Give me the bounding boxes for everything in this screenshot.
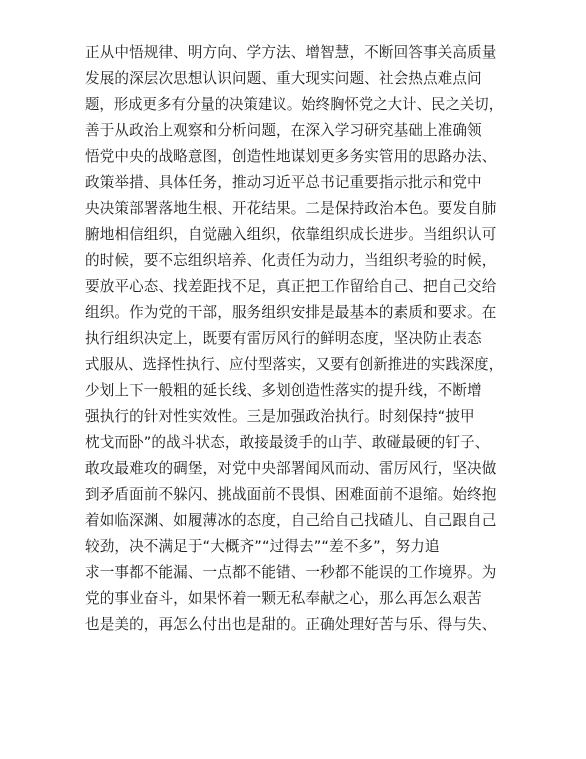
text-line: 正从中悟规律、明方向、学方法、增智慧，不断回答事关高质量 [85, 44, 497, 61]
text-line: 善于从政治上观察和分析问题，在深入学习研究基础上准确领 [85, 122, 482, 139]
text-line: 敢攻最难攻的碉堡，对党中央部署闻风而动、雷厉风行，坚决做 [85, 460, 497, 477]
text-line: 也是美的，再怎么付出也是甜的。正确处理好苦与乐、得与失、 [85, 616, 497, 633]
text-line: 较劲，决不满足于“大概齐”“过得去”“差不多”，努力追 [85, 538, 440, 555]
text-line: 枕戈而卧”的战斗状态，敢接最烫手的山芋、敢碰最硬的钉子、 [85, 434, 490, 451]
text-line: 央决策部署落地生根、开花结果。二是保持政治本色。要发自肺 [85, 200, 497, 217]
text-line: 发展的深层次思想认识问题、重大现实问题、社会热点难点问 [85, 70, 482, 87]
text-line: 党的事业奋斗，如果怀着一颗无私奉献之心，那么再怎么艰苦 [85, 590, 482, 607]
text-line: 题，形成更多有分量的决策建议。始终胸怀党之大计、民之关切， [85, 96, 504, 113]
text-line: 腑地相信组织，自觉融入组织，依靠组织成长进步。当组织认可 [85, 226, 497, 243]
text-line: 要放平心态、找差距找不足，真正把工作留给自己、把自己交给 [85, 278, 497, 295]
text-line: 式服从、选择性执行、应付型落实，又要有创新推进的实践深度， [85, 356, 504, 373]
text-line: 悟党中央的战略意图，创造性地谋划更多务实管用的思路办法、 [85, 148, 497, 165]
body-text [85, 40, 503, 638]
text-line: 强执行的针对性实效性。三是加强政治执行。时刻保持“披甲 [85, 408, 475, 425]
text-line: 着如临深渊、如履薄冰的态度，自己给自己找碴儿、自己跟自己 [85, 512, 497, 529]
text-line: 政策举措、具体任务，推动习近平总书记重要指示批示和党中 [85, 174, 482, 191]
text-line: 组织。作为党的干部，服务组织安排是最基本的素质和要求。在 [85, 304, 497, 321]
text-line: 到矛盾面前不躲闪、挑战面前不畏惧、困难面前不退缩。始终抱 [85, 486, 497, 503]
text-line: 执行组织决定上，既要有雷厉风行的鲜明态度，坚决防止表态 [85, 330, 482, 347]
text-line: 少划上下一般粗的延长线、多划创造性落实的提升线，不断增 [85, 382, 482, 399]
text-line: 求一事都不能漏、一点都不能错、一秒都不能误的工作境界。为 [85, 564, 497, 581]
text-line: 的时候，要不忘组织培养、化责任为动力，当组织考验的时候， [85, 252, 497, 269]
